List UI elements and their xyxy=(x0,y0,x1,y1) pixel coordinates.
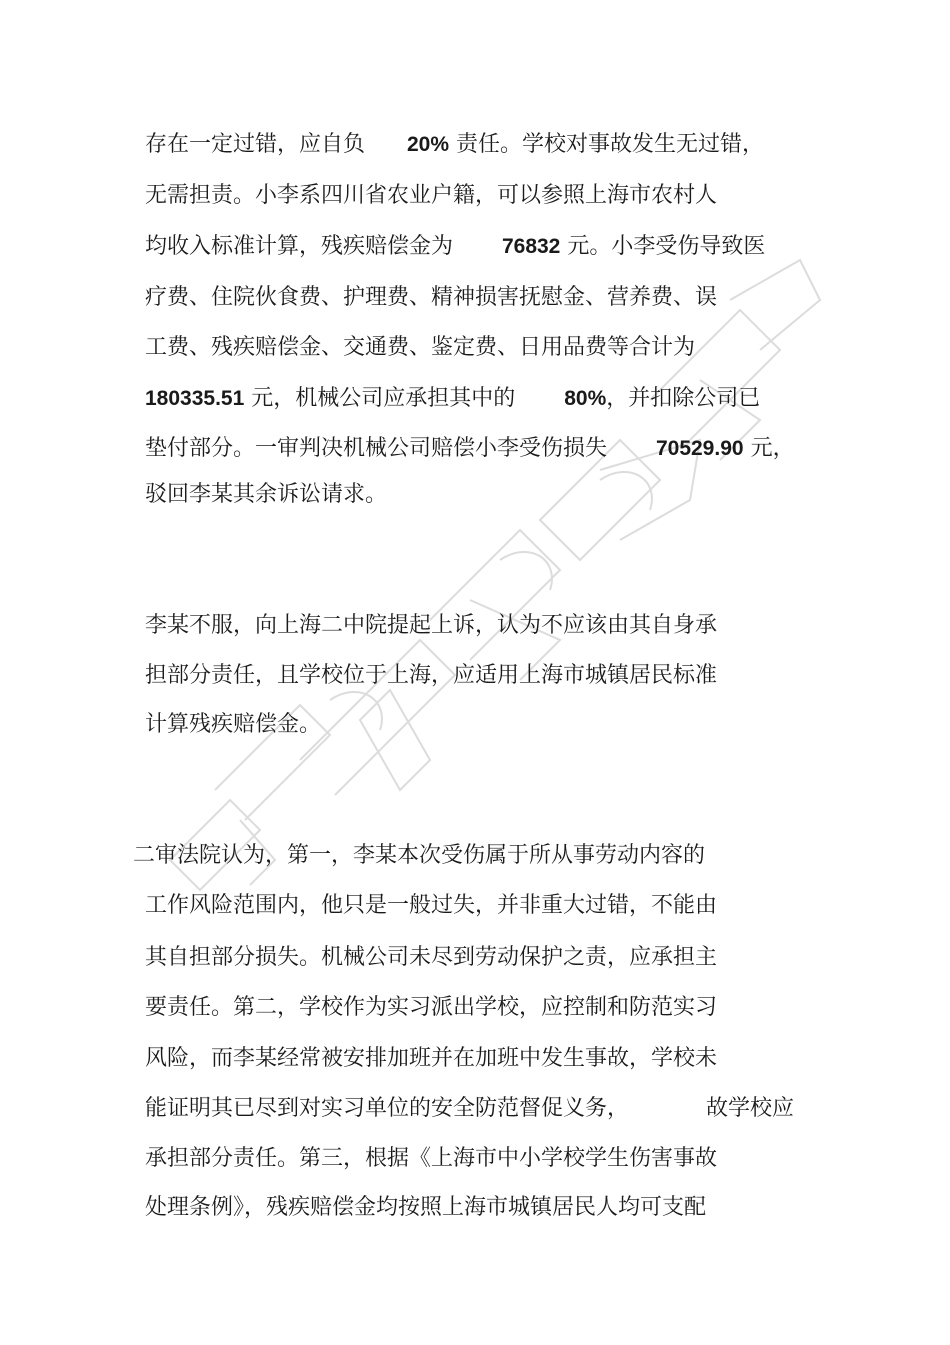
text-span: 责任。学校对事故发生无过错， xyxy=(456,132,765,157)
text-span: 无需担责。小李系四川省农业户籍，可以参照上海市农村人 xyxy=(145,183,718,208)
text-span: 要责任。第二，学校作为实习派出学校，应控制和防范实习 xyxy=(145,995,718,1020)
text-line xyxy=(145,127,764,163)
text-span: 元。小李受伤导致医 xyxy=(567,234,766,259)
number-span: 20% xyxy=(406,133,450,156)
text-span: 元，机械公司应承担其中的 xyxy=(251,386,516,411)
text-line xyxy=(133,838,705,874)
text-span: 担部分责任，且学校位于上海，应适用上海市城镇居民标准 xyxy=(145,663,718,688)
text-line xyxy=(145,280,717,316)
text-line xyxy=(145,1041,717,1077)
text-span: ，并扣除公司已 xyxy=(606,386,761,411)
text-span: 疗费、住院伙食费、护理费、精神损害抚慰金、营养费、误 xyxy=(145,285,718,310)
text-span: 处理条例》，残疾赔偿金均按照上海市城镇居民人均可支配 xyxy=(145,1195,707,1220)
text-span: 其自担部分损失。机械公司未尽到劳动保护之责，应承担主 xyxy=(145,945,718,970)
text-span: 风险，而李某经常被安排加班并在加班中发生事故，学校未 xyxy=(145,1046,718,1071)
text-line xyxy=(145,330,695,366)
text-line xyxy=(145,1091,794,1127)
text-span: 垫付部分。一审判决机械公司赔偿小李受伤损失 xyxy=(145,436,608,461)
text-line xyxy=(145,707,321,743)
text-span: 元， xyxy=(750,436,795,461)
text-span: 工费、残疾赔偿金、交通费、鉴定费、日用品费等合计为 xyxy=(145,335,696,360)
text-span: 李某不服，向上海二中院提起上诉，认为不应该由其自身承 xyxy=(145,613,718,638)
text-line xyxy=(145,1190,706,1226)
text-span: 均收入标准计算，残疾赔偿金为 xyxy=(145,234,454,259)
number-span: 80% xyxy=(564,387,607,410)
number-span: 180335.51 xyxy=(145,387,245,410)
text-span: 工作风险范围内，他只是一般过失，并非重大过错，不能由 xyxy=(145,893,718,918)
number-span: 70529.90 xyxy=(655,437,744,460)
text-span: 故学校应 xyxy=(705,1096,794,1121)
text-line xyxy=(145,658,717,694)
text-line xyxy=(145,608,717,644)
text-span: 承担部分责任。第三，根据《上海市中小学校学生伤害事故 xyxy=(145,1146,718,1171)
text-line xyxy=(145,940,717,976)
text-line xyxy=(145,888,717,924)
text-line xyxy=(145,178,717,214)
text-span: 驳回李某其余诉讼请求。 xyxy=(145,482,388,507)
text-line xyxy=(145,1141,717,1177)
text-span: 能证明其已尽到对实习单位的安全防范督促义务， xyxy=(145,1096,630,1121)
text-span: 计算残疾赔偿金。 xyxy=(145,712,322,737)
text-line xyxy=(145,381,760,417)
text-line xyxy=(145,431,795,467)
text-span: 存在一定过错，应自负 xyxy=(145,132,366,157)
number-span: 76832 xyxy=(501,235,561,258)
text-line xyxy=(145,229,765,265)
text-line xyxy=(145,477,387,513)
text-span: 二审法院认为，第一，李某本次受伤属于所从事劳动内容的 xyxy=(133,843,706,868)
text-line xyxy=(145,990,717,1026)
